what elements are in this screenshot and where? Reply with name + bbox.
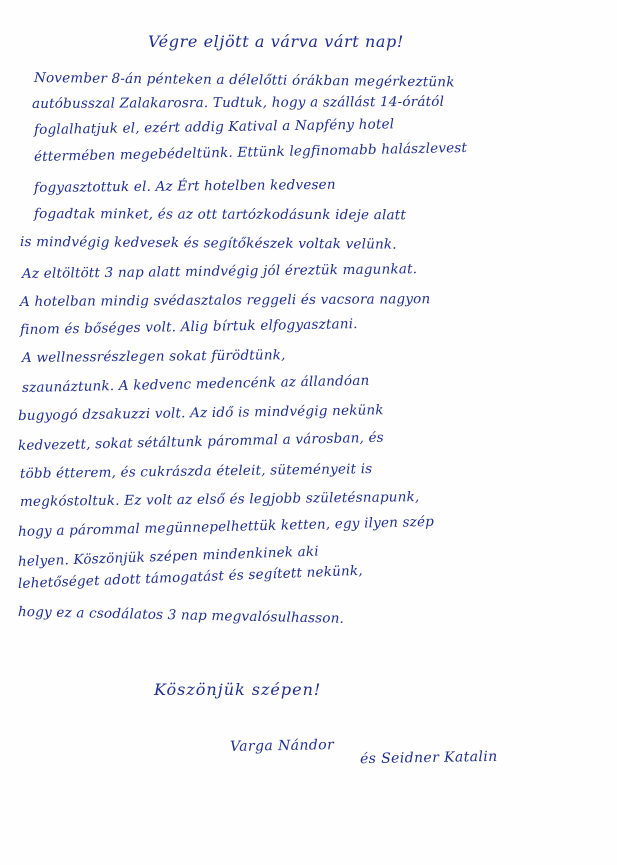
letter-line: Az eltöltött 3 nap alatt mindvégig jól éreztük magunkat. xyxy=(21,261,418,282)
letter-heading: Végre eljött a várva várt nap! xyxy=(148,32,404,51)
letter-line: lehetőséget adott támogatást és segített nekünk, xyxy=(17,562,364,592)
letter-line: foglalhatjuk el, ezért addig Katival a Napfény hotel xyxy=(33,116,395,138)
letter-line: finom és bőséges volt. Alig bírtuk elfogyasztani. xyxy=(19,316,358,338)
letter-line: hogy ez a csodálatos 3 nap megvalósulhasson. xyxy=(17,604,345,627)
signature-line-2: és Seidner Katalin xyxy=(359,748,498,768)
letter-line: A hotelban mindig svédasztalos reggeli és vacsora nagyon xyxy=(19,291,431,310)
signature-line-1: Varga Nándor xyxy=(229,737,335,755)
letter-line: hogy a párommal megünnepelhettük ketten, egy ilyen szép xyxy=(17,513,435,540)
letter-line: November 8-án pénteken a délelőtti órákban megérkeztünk xyxy=(33,70,455,91)
letter-line: megkóstoltuk. Ez volt az első és legjobb születésnapunk, xyxy=(19,489,420,510)
letter-line: bugyogó dzsakuzzi volt. Az idő is mindvégig nekünk xyxy=(17,402,384,424)
letter-line: szaunáztunk. A kedvenc medencénk az állandóan xyxy=(21,372,370,396)
letter-line: kedvezett, sokat sétáltunk párommal a városban, és xyxy=(17,429,384,454)
letter-closing: Köszönjük szépen! xyxy=(154,680,322,699)
letter-line: autóbusszal Zalakarosra. Tudtuk, hogy a szállást 14-órától xyxy=(31,93,445,112)
letter-line: is mindvégig kedvesek és segítőkészek voltak velünk. xyxy=(19,234,397,253)
letter-line: A wellnessrészlegen sokat fürödtünk, xyxy=(21,347,286,366)
letter-line: fogadtak minket, és az ott tartózkodásunk ideje alatt xyxy=(33,206,407,224)
letter-line: éttermében megebédeltünk. Ettünk legfinomabb halászlevest xyxy=(33,139,468,165)
letter-line: több étterem, és cukrászda ételeit, süteményeit is xyxy=(19,461,373,482)
letter-line: helyen. Köszönjük szépen mindenkinek aki xyxy=(17,543,320,570)
letter-line: fogyasztottuk el. Az Ért hotelben kedvesen xyxy=(33,176,336,196)
